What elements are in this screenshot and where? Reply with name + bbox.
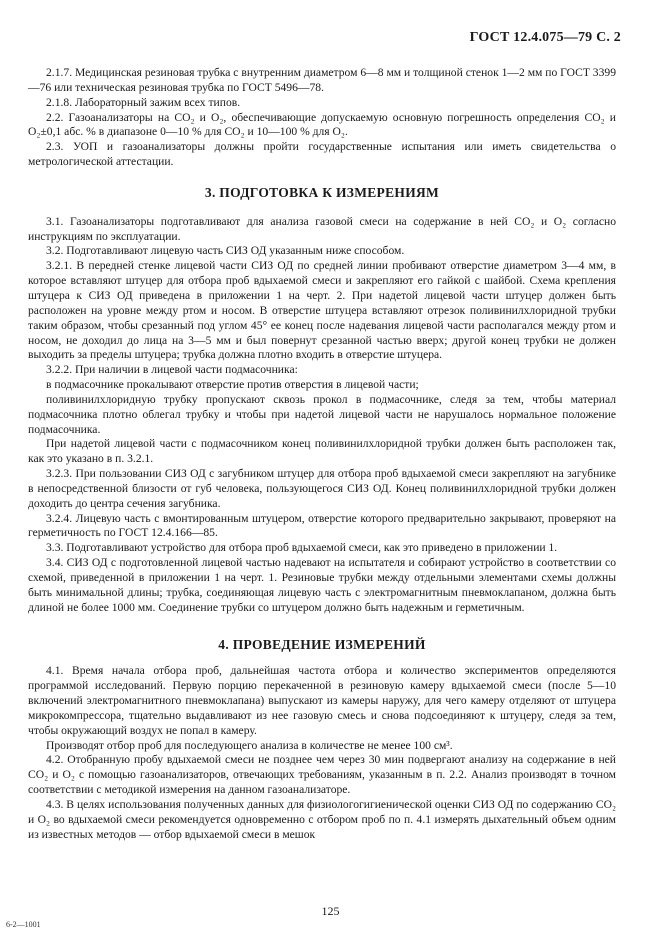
paragraph-2-1-8: 2.1.8. Лабораторный зажим всех типов. (46, 95, 241, 109)
paragraph-3-2-2-note: При надетой лицевой части с подмасочником конец поливинилхлоридной трубки должен быть расположен так, как это указано в п. 3.2.1. (28, 437, 616, 466)
print-code: 6-2—1001 (6, 920, 41, 929)
paragraph-2-1-7: 2.1.7. Медицинская резиновая трубка с внутренним диаметром 6—8 мм и толщиной стенок 1—2 мм по ГОСТ 3399—76 или техническая резиновая трубка по ГОСТ 5496—78. (28, 66, 616, 94)
paragraph-4-2: 4.2. Отобранную пробу вдыхаемой смеси не позднее чем через 30 мин подвергают анализу на содержание в ней CO₂ и O₂ с помощью газоанализаторов, отвечающих требованиям, указанным в п. 2.2. Анализ производят в точном соответствии с методикой измерения на данном газоанализаторе. (28, 753, 616, 797)
paragraph-3-4: 3.4. СИЗ ОД с подготовленной лицевой частью надевают на испытателя и собирают устройство в соответствии со схемой, приведенной в приложении 1 на черт. 1. Резиновые трубки между отдельными элементами схемы должны быть минимальной длины; трубка, соединяющая лицевую часть с электромагнитным пневмоклапаном, должна быть длиной не более 1000 мм. Соединение трубки со штуцером должно быть надежным и герметичным. (28, 556, 616, 614)
section-heading-4: 4. ПРОВЕДЕНИЕ ИЗМЕРЕНИЙ (218, 636, 426, 652)
paragraph-3-2-1: 3.2.1. В передней стенке лицевой части СИЗ ОД по средней линии пробивают отверстие диаметром 3—4 мм, в которое вставляют штуцер для отбора проб вдыхаемой смеси и закрепляют его гайкой с шайбой. Схема крепления штуцера к СИЗ ОД приведена в приложении 1 на черт. 2. При надетой лицевой части штуцер должен быть расположен на уровне между ртом и носом. В отверстие штуцера вставляют отрезок поливинилхлоридной трубки таким образом, чтобы срезанный под углом 45° ее конец после надевания лицевой части располагался между ртом и носом, не доходил до лица на 3—5 мм и был повернут срезанной частью вверх; другой конец трубки не должен выходить за пределы штуцера; трубка должна плотно входить в отверстие штуцера. (28, 259, 616, 362)
paragraph-4-3: 4.3. В целях использования полученных данных для физиологогигиенической оценки СИЗ ОД по содержанию CO₂ и O₂ во вдыхаемой смеси рекомендуется одновременно с отбором проб по п. 4.1 измерять дыхательный объем одним из известных методов — отбор вдыхаемой смеси в мешок (28, 797, 616, 841)
paragraph-3-2: 3.2. Подготавливают лицевую часть СИЗ ОД указанным ниже способом. (46, 244, 405, 258)
paragraph-3-2-2: 3.2.2. При наличии в лицевой части подмасочника: (46, 363, 298, 377)
section-heading-3: 3. ПОДГОТОВКА К ИЗМЕРЕНИЯМ (204, 184, 440, 200)
page-header-standard: ГОСТ 12.4.075—79 С. 2 (469, 30, 621, 45)
paragraph-2-3: 2.3. УОП и газоанализаторы должны пройти государственные испытания или иметь свидетельства о метрологической аттестации. (28, 140, 616, 169)
page-number: 125 (321, 904, 340, 918)
paragraph-4-1: 4.1. Время начала отбора проб, дальнейшая частота отбора и количество экспериментов определяются программой исследований. Первую порцию перекаченной в резиновую камеру вдыхаемой смеси (после 5—10 включений электромагнитного пневмоклапана) выпускают из камеры наружу, для чего камеру отделяют от штуцера микрокомпрессора, тщательно выдавливают из нее газовую смесь и снова подсоединяют к штуцеру, следя за тем, чтобы окружающий воздух не попал в камеру. (28, 664, 616, 737)
paragraph-2-2: 2.2. Газоанализаторы на CO₂ и O₂, обеспечивающие допускаемую основную погрешность определения CO₂ и O₂±0,1 абс. % в диапазоне 0—10 % для CO₂ и 10—100 % для O₂. (28, 110, 616, 139)
paragraph-4-1-sampling: Производят отбор проб для последующего анализа в количестве не менее 100 см³. (46, 738, 453, 752)
paragraph-3-2-2-item-2: поливинилхлоридную трубку пропускают сквозь прокол в подмасочнике, следя за тем, чтобы материал подмасочника плотно облегал трубку и чтобы при надетой лицевой части не нарушалось нормальное положение подмасочника. (28, 392, 616, 436)
paragraph-3-2-2-item-1: в подмасочнике прокалывают отверстие против отверстия в лицевой части; (46, 378, 419, 392)
paragraph-3-3: 3.3. Подготавливают устройство для отбора проб вдыхаемой смеси, как это приведено в приложении 1. (46, 541, 558, 555)
paragraph-3-2-4: 3.2.4. Лицевую часть с вмонтированным штуцером, отверстие которого предварительно закрывают, проверяют на герметичность по ГОСТ 12.4.166—85. (28, 511, 616, 540)
document-body (28, 66, 616, 843)
paragraph-3-1: 3.1. Газоанализаторы подготавливают для анализа газовой смеси на содержание в ней CO₂ и O₂ согласно инструкциям по эксплуатации. (28, 214, 616, 243)
paragraph-3-2-3: 3.2.3. При пользовании СИЗ ОД с загубником штуцер для отбора проб вдыхаемой смеси закрепляют на загубнике в непосредственной близости от губ человека, пользующегося СИЗ ОД. Конец поливинилхлоридной трубки должен доходить до центра сечения загубника. (28, 467, 616, 510)
